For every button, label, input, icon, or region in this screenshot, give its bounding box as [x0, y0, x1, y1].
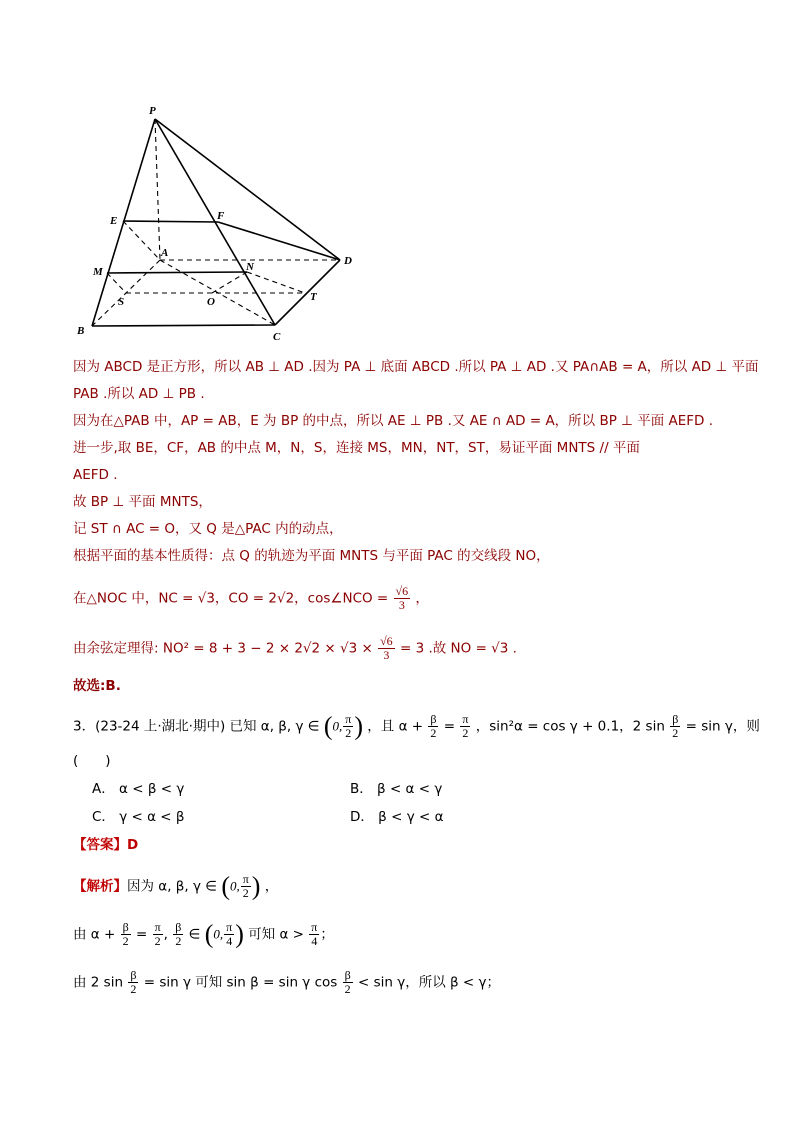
- label-B: B: [77, 325, 85, 337]
- label-T: T: [310, 291, 317, 303]
- label-P: P: [149, 105, 156, 117]
- fraction-sqrt6-over-3: $\frac{√6}{3}$: [395, 584, 409, 612]
- solution-line-8-text: 由余弦定理得: NO² = 8 + 3 − 2 × 2√2 × √3 ×: [73, 640, 373, 657]
- solution-line-1b: PAB .所以 AD ⊥ PB .: [73, 386, 205, 402]
- solution-line-3: 进一步,取 BE，CF，AB 的中点 M，N，S，连接 MS，MN，NT，ST，易证平面 MNTS // 平面: [73, 440, 640, 456]
- label-C: C: [273, 331, 281, 343]
- option-A[interactable]: A． α < β < γ: [92, 781, 185, 797]
- question-3-stem: 3．(23-24 上·湖北·期中) 已知 α, β, γ ∈ (0, $\frac{\pi}{2}$ ) ，且 α + $\frac{\beta}{2}$ = $\frac{\pi}{2}$ ，sin²α = cos γ + 0.1，2 sin $\frac{\beta}{2}$ = sin γ，则: [73, 711, 760, 741]
- option-B[interactable]: B． β < α < γ: [350, 781, 443, 797]
- label-M: M: [93, 266, 103, 278]
- solution-line-3b: AEFD .: [73, 467, 118, 483]
- solution-line-1: 因为 ABCD 是正方形，所以 AB ⊥ AD .因为 PA ⊥ 底面 ABCD .所以 PA ⊥ AD .又 PA∩AB = A，所以 AD ⊥ 平面: [73, 359, 759, 375]
- answer-blank: ( ): [73, 753, 111, 769]
- solution-line-2: 因为在△PAB 中，AP = AB，E 为 BP 的中点，所以 AE ⊥ PB .又 AE ∩ AD = A，所以 BP ⊥ 平面 AEFD .: [73, 413, 714, 429]
- label-D: D: [344, 255, 352, 267]
- label-E: E: [110, 215, 118, 227]
- solid-edges: [92, 119, 340, 326]
- fraction-sqrt6-over-3: $\frac{√6}{3}$: [380, 634, 393, 662]
- label-N: N: [246, 261, 254, 273]
- answer-line: [73, 835, 138, 855]
- label-O: O: [207, 296, 215, 308]
- fraction-pi-over-2: $\frac{\pi}{2}$: [462, 712, 469, 740]
- analysis-tag: 【解析】: [73, 878, 127, 895]
- analysis-line-2: 由 α + $\frac{\beta}{2}$ = $\frac{\pi}{2}$ , $\frac{\beta}{2}$ ∈ (0, $\frac{\pi}{4}$ ) 可知 α > $\frac{\pi}{4}$ ；: [73, 919, 334, 949]
- solution-line-6: 根据平面的基本性质得：点 Q 的轨迹为平面 MNTS 与平面 PAC 的交线段 NO，: [73, 548, 550, 564]
- analysis-line-1: 【解析】因为 α, β, γ ∈ (0, $\frac{\pi}{2}$ ) ，: [73, 871, 279, 901]
- label-S: S: [118, 296, 125, 308]
- analysis-line-3: 由 2 sin $\frac{\beta}{2}$ = sin γ 可知 sin β = sin γ cos $\frac{\beta}{2}$ < sin γ，所以 β < γ；: [73, 968, 501, 996]
- solution-line-4: 故 BP ⊥ 平面 MNTS，: [73, 494, 212, 510]
- solution-line-5: 记 ST ∩ AC = O，又 Q 是△PAC 内的动点，: [73, 521, 343, 537]
- option-C[interactable]: C． γ < α < β: [92, 809, 185, 825]
- solution-line-8: 由余弦定理得: NO² = 8 + 3 − 2 × 2√2 × √3 × $\frac{√6}{3}$ = 3 .故 NO = √3 .: [73, 634, 517, 662]
- solution-line-7-text: 在△NOC 中，NC = √3，CO = 2√2，cos∠NCO =: [73, 590, 389, 607]
- answer-tag: 【答案】: [73, 837, 127, 853]
- answer-value: D: [127, 837, 139, 853]
- fraction-beta-over-2: $\frac{\beta}{2}$: [430, 712, 437, 740]
- fraction-pi-over-2: $\frac{\pi}{2}$: [345, 712, 352, 740]
- pyramid-figure: [0, 0, 794, 345]
- label-A: A: [161, 247, 169, 259]
- solution-conclusion: 故选:B.: [73, 678, 121, 694]
- fraction-beta-over-2: $\frac{\beta}{2}$: [672, 712, 679, 740]
- solution-line-7: 在△NOC 中，NC = √3，CO = 2√2，cos∠NCO = $\frac{√6}{3}$ ，: [73, 584, 429, 612]
- option-D[interactable]: D． β < γ < α: [350, 809, 444, 825]
- label-F: F: [217, 210, 225, 222]
- fraction-pi-over-2: $\frac{\pi}{2}$: [242, 872, 249, 900]
